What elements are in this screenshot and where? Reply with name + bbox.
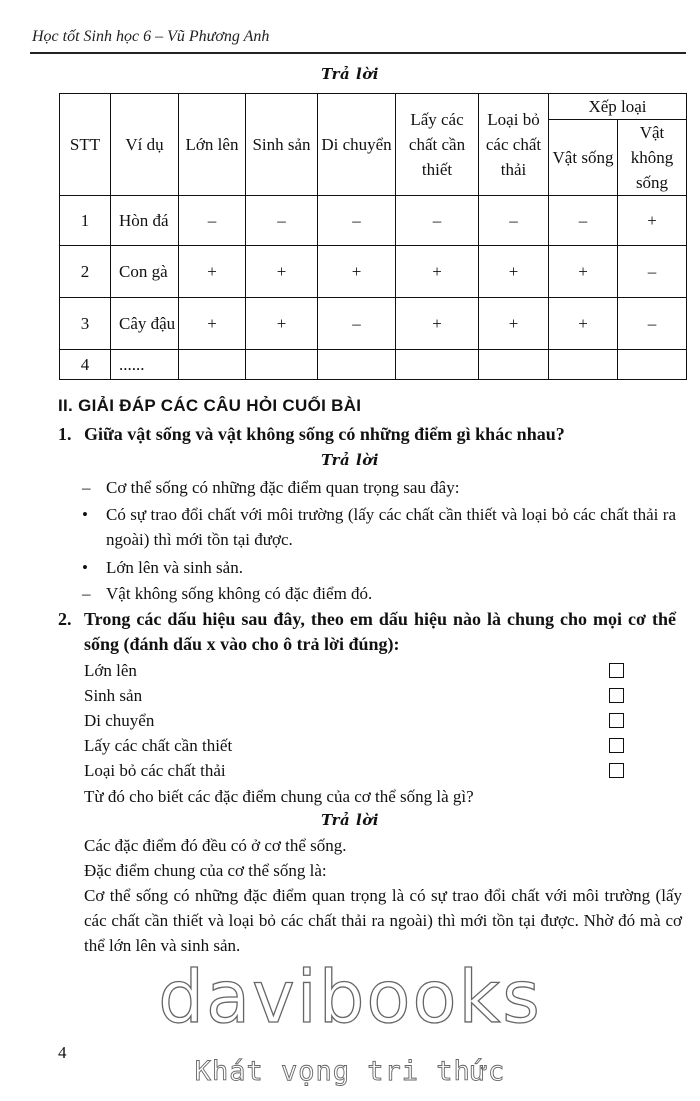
table-row (60, 298, 687, 350)
header-nonliving: Vật không sống (618, 120, 687, 196)
table-row (60, 246, 687, 298)
option-row (84, 758, 624, 783)
header-classify: Xếp loại (549, 94, 687, 120)
bullet-marker: • (82, 558, 88, 577)
row-mark: + (479, 298, 549, 350)
option-label: Loại bỏ các chất thải (84, 761, 226, 780)
row-mark (396, 350, 479, 380)
bullet-marker: • (82, 505, 88, 524)
watermark-logo: davibooks (158, 955, 542, 1039)
answer-text: Các đặc điểm đó đều có ở cơ thể sống. (84, 836, 347, 855)
question-number: 2. (58, 609, 72, 629)
row-mark: – (479, 196, 549, 246)
row-mark (246, 350, 318, 380)
option-label: Lớn lên (84, 661, 137, 680)
row-stt: 3 (60, 298, 111, 350)
row-example: Con gà (111, 246, 179, 298)
row-stt: 2 (60, 246, 111, 298)
table-row (60, 350, 687, 380)
row-mark: – (318, 298, 396, 350)
answer-text: Có sự trao đổi chất với môi trường (lấy các chất cần thiết và loại bỏ các chất thải ra ngoài) thì mới tồn tại được. (106, 505, 676, 549)
answer-text: Vật không sống không có đặc điểm đó. (106, 584, 373, 603)
question-text: Trong các dấu hiệu sau đây, theo em dấu hiệu nào là chung cho mọi cơ thể sống (đánh dấu x vào cho ô trả lời đúng): (84, 609, 676, 654)
row-mark: + (618, 196, 687, 246)
table-row (60, 196, 687, 246)
row-mark: + (479, 246, 549, 298)
row-mark: + (396, 298, 479, 350)
answer-text: Đặc điểm chung của cơ thể sống là: (84, 861, 327, 880)
row-mark: + (318, 246, 396, 298)
answer-heading-q1: Trả lời (321, 451, 379, 469)
row-mark: + (179, 246, 246, 298)
classification-table (59, 93, 687, 380)
header-intake: Lấy các chất cần thiết (396, 94, 479, 196)
row-mark: – (179, 196, 246, 246)
row-example: ...... (111, 350, 179, 380)
row-mark (549, 350, 618, 380)
dash-marker: – (82, 584, 91, 603)
header-move: Di chuyển (318, 94, 396, 196)
question-1 (58, 422, 676, 447)
option-label: Sinh sản (84, 686, 143, 705)
header-excrete: Loại bỏ các chất thải (479, 94, 549, 196)
row-example: Hòn đá (111, 196, 179, 246)
page-number: 4 (58, 1043, 67, 1062)
answer-heading-table: Trả lời (321, 65, 379, 83)
row-mark: – (318, 196, 396, 246)
question-text: Giữa vật sống và vật không sống có những điểm gì khác nhau? (84, 424, 565, 444)
row-mark (479, 350, 549, 380)
header-stt: STT (60, 94, 111, 196)
watermark-tagline: Khát vọng tri thức (194, 1056, 506, 1087)
row-stt: 1 (60, 196, 111, 246)
header-reproduce: Sinh sản (246, 94, 318, 196)
row-example: Cây đậu (111, 298, 179, 350)
question-number: 1. (58, 424, 72, 444)
option-row (84, 733, 624, 758)
answer-heading-q2: Trả lời (321, 811, 379, 829)
dash-marker: – (82, 478, 91, 497)
question-2 (58, 607, 676, 657)
option-checkbox[interactable] (609, 663, 624, 678)
option-checkbox[interactable] (609, 763, 624, 778)
option-row (84, 658, 624, 683)
running-header: Học tốt Sinh học 6 – Vũ Phương Anh (32, 28, 270, 45)
row-mark: – (618, 246, 687, 298)
answer-line (82, 475, 676, 500)
row-mark: + (549, 246, 618, 298)
row-mark: – (396, 196, 479, 246)
answer-line (82, 581, 676, 606)
row-mark: – (618, 298, 687, 350)
row-mark: – (246, 196, 318, 246)
row-mark (618, 350, 687, 380)
header-living: Vật sống (549, 120, 618, 196)
row-mark: – (549, 196, 618, 246)
option-label: Lấy các chất cần thiết (84, 736, 233, 755)
option-checkbox[interactable] (609, 738, 624, 753)
header-rule (30, 52, 686, 54)
answer-line (82, 502, 676, 552)
answer-text: Cơ thể sống có những đặc điểm quan trọng sau đây: (106, 478, 460, 497)
option-checkbox[interactable] (609, 688, 624, 703)
row-mark (179, 350, 246, 380)
row-mark: + (246, 298, 318, 350)
row-mark: + (246, 246, 318, 298)
option-row (84, 708, 624, 733)
option-label: Di chuyển (84, 711, 155, 730)
row-mark: + (549, 298, 618, 350)
answer-paragraph: Cơ thể sống có những đặc điểm quan trọng là có sự trao đổi chất với môi trường (lấy các chất cần thiết và loại bỏ các chất thải ra ngoài) thì mới tồn tại được. Nhờ đó mà cơ thể lớn lên và sinh sản. (84, 886, 682, 955)
followup-question: Từ đó cho biết các đặc điểm chung của cơ thể sống là gì? (84, 787, 474, 806)
row-mark: + (179, 298, 246, 350)
row-mark (318, 350, 396, 380)
header-example: Ví dụ (111, 94, 179, 196)
option-row (84, 683, 624, 708)
answer-line (82, 555, 676, 580)
row-stt: 4 (60, 350, 111, 380)
option-checkbox[interactable] (609, 713, 624, 728)
section-title: II. GIẢI ĐÁP CÁC CÂU HỎI CUỐI BÀI (58, 396, 362, 415)
row-mark: + (396, 246, 479, 298)
answer-text: Lớn lên và sinh sản. (106, 558, 243, 577)
header-grow: Lớn lên (179, 94, 246, 196)
